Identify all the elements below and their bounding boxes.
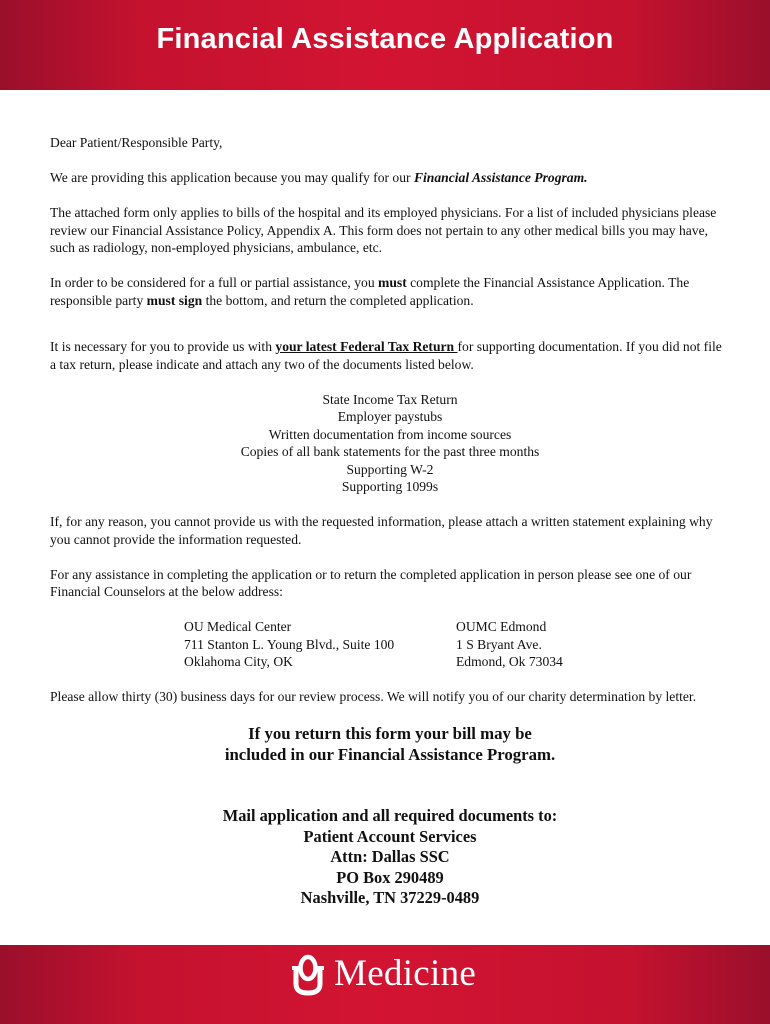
scope-paragraph: The attached form only applies to bills of the hospital and its employed physicians. For a list of included physicians please review our Financial Assistance Policy, Appendix A. This form does not pertain to any other medical bills you may have, such as radiology, non-employed physicians, ambulance, etc. — [50, 205, 717, 255]
document-item: Written documentation from income sources — [268, 426, 512, 442]
intro-paragraph — [50, 169, 730, 187]
notice-line: included in our Financial Assistance Program. — [224, 745, 556, 764]
documentation-text-a: It is necessary for you to provide us with — [50, 339, 276, 354]
address-line: 711 Stanton L. Young Blvd., Suite 100 — [184, 636, 395, 652]
mail-line: Nashville, TN 37229-0489 — [300, 888, 480, 908]
address-line: OU Medical Center — [184, 619, 292, 634]
mail-line: PO Box 290489 — [336, 867, 444, 887]
document-item: Employer paystubs — [337, 409, 443, 424]
address-line: Oklahoma City, OK — [184, 654, 293, 669]
return-notice — [50, 723, 730, 765]
documentation-text-b: for supporting documentation. If you did not file a tax return, please indicate and attach any two of the documents listed below. — [50, 339, 722, 372]
address-line: 1 S Bryant Ave. — [456, 636, 542, 652]
address-line: OUMC Edmond — [456, 619, 547, 634]
mail-line: Patient Account Services — [303, 826, 477, 846]
review-paragraph: Please allow thirty (30) business days for our review process. We will notify you of our charity determination by letter. — [50, 689, 697, 704]
address-ou-medical-center — [50, 618, 456, 671]
intro-text: We are providing this application because you may qualify for our — [50, 170, 414, 185]
page-title: Financial Assistance Application — [156, 22, 614, 55]
salutation: Dear Patient/Responsible Party, — [50, 135, 223, 150]
mailing-address — [50, 806, 730, 909]
requirement-text-a: In order to be considered for a full or partial assistance, you — [50, 275, 379, 290]
address-oumc-edmond — [456, 618, 563, 671]
mail-line: Attn: Dallas SSC — [330, 847, 450, 867]
document-item: Copies of all bank statements for the past three months — [240, 444, 540, 459]
header-banner — [0, 0, 770, 90]
requirement-paragraph — [50, 274, 730, 309]
document-item: Supporting W-2 — [346, 461, 434, 477]
mail-line: Mail application and all required documents to: — [222, 806, 558, 825]
requirement-text-c: the bottom, and return the completed application. — [202, 292, 474, 308]
document-item: State Income Tax Return — [322, 391, 458, 407]
ou-logo-icon — [290, 954, 326, 996]
written-statement-paragraph: If, for any reason, you cannot provide us with the requested information, please attach a written statement explaining why you cannot provide the information requested. — [50, 514, 713, 547]
ou-medicine-logo — [290, 953, 476, 996]
must-sign-emphasis: must sign — [146, 292, 203, 308]
documents-list — [50, 391, 730, 496]
address-block — [50, 618, 730, 671]
address-line: Edmond, Ok 73034 — [456, 654, 563, 669]
must-emphasis: must — [378, 275, 407, 290]
notice-line: If you return this form your bill may be — [248, 724, 532, 743]
logo-text: Medicine — [334, 953, 477, 994]
footer-banner — [0, 945, 770, 1024]
requirement-text-b: complete the Financial Assistance Application. The responsible party — [50, 275, 690, 308]
program-name: Financial Assistance Program. — [413, 170, 588, 185]
document-item: Supporting 1099s — [341, 479, 439, 494]
documentation-paragraph — [50, 338, 730, 373]
tax-return-emphasis: your latest Federal Tax Return — [275, 339, 458, 354]
counselor-paragraph: For any assistance in completing the application or to return the completed application in person please see one of our Financial Counselors at the below address: — [50, 566, 692, 599]
letter-body — [50, 134, 730, 909]
